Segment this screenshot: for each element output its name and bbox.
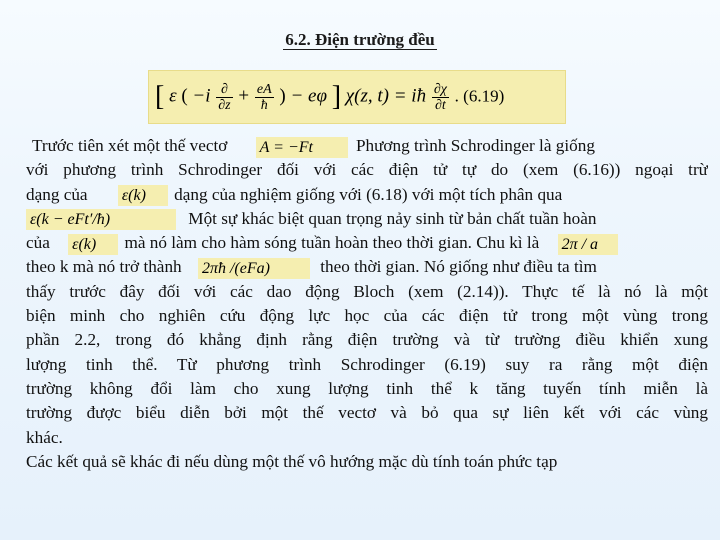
bracket-close: ] bbox=[331, 81, 342, 112]
text-segment: dạng của bbox=[26, 184, 88, 204]
text-line-6 bbox=[26, 255, 708, 279]
text-segment: Một sự khác biệt quan trọng nảy sinh từ bản chất tuần hoàn bbox=[188, 208, 597, 228]
eq-derivative-t bbox=[432, 82, 449, 113]
text-segment: dạng của nghiệm giống với (6.18) với một tích phân qua bbox=[174, 184, 563, 204]
eq-eA-fraction bbox=[255, 82, 274, 113]
eA-den: ħ bbox=[260, 97, 268, 113]
text-line-10: lượng tinh thể. Từ phương trình Schrodinger (6.19) suy ra rằng một điện bbox=[26, 354, 708, 374]
eA-num: eA bbox=[256, 81, 272, 97]
eq-epsilon: ε bbox=[169, 85, 177, 107]
epsilon-k-formula: ε(k) bbox=[118, 185, 168, 206]
text-segment: theo k mà nó trở thành bbox=[26, 257, 182, 277]
text-line-9: phần 2.2, trong đó khẳng định rằng điện trường và từ trường điều khiển xung bbox=[26, 330, 708, 350]
slide-title bbox=[0, 30, 720, 50]
eq-minus-ephi: − eφ bbox=[290, 85, 327, 107]
d1-den: ∂z bbox=[218, 97, 231, 113]
eq-plus: + bbox=[238, 85, 250, 107]
vector-potential-formula: A = −Ft bbox=[256, 137, 348, 158]
bracket-open: [ bbox=[155, 81, 165, 112]
period-k-formula: 2π / a bbox=[558, 234, 618, 255]
text-line-11: trường không đổi làm cho xung lượng tinh thể k tăng tuyến tính miễn là bbox=[26, 378, 708, 398]
text-line-3 bbox=[26, 183, 708, 207]
paren-close: ) bbox=[279, 85, 286, 107]
text-line-12: trường được biểu diễn bởi một thế vectơ và bỏ qua sự liên kết với các vùng bbox=[26, 403, 708, 423]
slide-title-text: 6.2. Điện trường đều bbox=[285, 30, 435, 49]
text-segment: Trước tiên xét một thế vectơ bbox=[32, 136, 228, 155]
schrodinger-equation bbox=[155, 81, 504, 113]
text-segment: Phương trình Schrodinger là giống bbox=[355, 136, 595, 155]
d2-den: ∂t bbox=[434, 97, 446, 113]
text-line-8: biện minh cho nghiên cứu động lực học của các điện tử trong một vùng trong bbox=[26, 306, 708, 326]
period-time-formula: 2πħ /(eFa) bbox=[198, 258, 310, 279]
d1-num: ∂ bbox=[216, 82, 232, 98]
text-segment: của bbox=[26, 233, 50, 253]
eq-chi: χ(z, t) = iħ bbox=[345, 85, 427, 107]
text-segment: theo thời gian. Nó giống như điều ta tìm bbox=[320, 257, 597, 277]
eq-derivative-z bbox=[216, 82, 232, 113]
epsilon-k-formula-2: ε(k) bbox=[68, 234, 118, 255]
text-line-2: với phương trình Schrodinger đối với các điện tử tự do (xem (6.16)) ngoại trừ bbox=[26, 160, 708, 180]
paren-open: ( bbox=[181, 85, 188, 107]
epsilon-shift-formula: ε(k − eFt′/ħ) bbox=[26, 209, 176, 230]
d2-num: ∂χ bbox=[433, 81, 447, 97]
text-segment: mà nó làm cho hàm sóng tuần hoàn theo thời gian. Chu kì là bbox=[124, 233, 540, 253]
text-line-4 bbox=[26, 207, 708, 231]
equation-tag: . (6.19) bbox=[454, 86, 505, 106]
equation-box bbox=[148, 70, 566, 124]
eq-minus-i: −i bbox=[192, 85, 211, 107]
text-line-13: khác. bbox=[26, 427, 63, 447]
text-line-1 bbox=[26, 134, 708, 158]
body-paragraph bbox=[26, 134, 708, 474]
text-line-5 bbox=[26, 231, 708, 255]
text-line-7: thấy trước đây đối với các dao động Bloch (xem (2.14)). Thực tế là nó là một bbox=[26, 281, 708, 301]
text-line-14: Các kết quả sẽ khác đi nếu dùng một thế vô hướng mặc dù tính toán phức tạp bbox=[26, 451, 558, 471]
